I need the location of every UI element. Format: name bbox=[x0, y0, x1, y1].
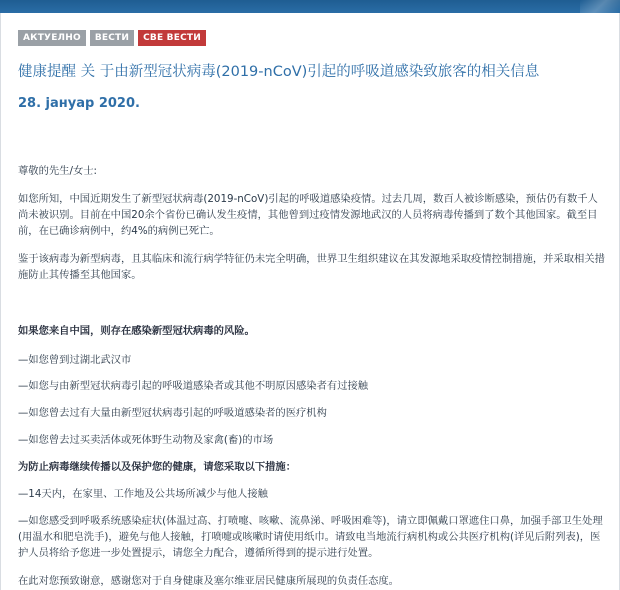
measure-item-symptoms: —如您感受到呼吸系统感染症状(体温过高、打喷嚏、咳嗽、流鼻涕、呼吸困难等)，请立即佩戴口罩遮住口鼻，加强手部卫生处理(用温水和肥皂洗手)，避免与他人接触，打喷嚏或咳嗽时请使用纸巾。请致电当地流行病机构或公共医疗机构(详见后附列表)，医护人员将给予您进一步处置提示，请您全力配合，遵循所得到的提示进行处置。 bbox=[18, 515, 603, 559]
heading-measures: 为防止病毒继续传播以及保护您的健康，请您采取以下措施： bbox=[18, 461, 297, 473]
measure-item-isolation: —14天内，在家里、工作地及公共场所减少与他人接触 bbox=[18, 488, 268, 500]
header-decoration bbox=[580, 0, 620, 13]
heading-risk: 如果您来自中国，则存在感染新型冠状病毒的风险。 bbox=[18, 325, 255, 337]
site-header-bar bbox=[0, 0, 620, 13]
paragraph-who: 鉴于该病毒为新型病毒，且其临床和流行病学特征仍未完全明确，世界卫生组织建议在其发源地采取疫情控制措施，并采取相关措施防止其传播至其他国家。 bbox=[18, 253, 605, 281]
closing-note: 在此对您预致谢意，感谢您对于自身健康及塞尔维亚居民健康所展现的负责任态度。 bbox=[18, 575, 399, 587]
risk-item-wuhan: —如您曾到过湖北武汉市 bbox=[18, 354, 132, 366]
tag-vesti[interactable]: ВЕСТИ bbox=[90, 30, 134, 46]
article-page bbox=[0, 13, 620, 590]
article-date: 28. јануар 2020. bbox=[18, 96, 140, 111]
category-tags bbox=[18, 30, 206, 46]
risk-item-market: —如您曾去过买卖活体或死体野生动物及家禽(畜)的市场 bbox=[18, 434, 274, 446]
article-title: 健康提醒 关 于由新型冠状病毒(2019-nCoV)引起的呼吸道感染致旅客的相关信息 bbox=[18, 64, 540, 80]
paragraph-intro: 如您所知，中国近期发生了新型冠状病毒(2019-nCoV)引起的呼吸道感染疫情。过去几周，数百人被诊断感染，预估仍有数千人尚未被识别。目前在中国20余个省份已确认发生疫情，其他曾到过疫情发源地武汉的人员将病毒传播到了数个其他国家。截至目前，在已确诊病例中，约4%的病例已死亡。 bbox=[18, 193, 598, 237]
greeting: 尊敬的先生/女士: bbox=[18, 165, 98, 177]
tag-sve-vesti[interactable]: СВЕ ВЕСТИ bbox=[138, 30, 206, 46]
risk-item-contact: —如您与由新型冠状病毒引起的呼吸道感染者或其他不明原因感染者有过接触 bbox=[18, 380, 369, 392]
risk-item-medical: —如您曾去过有大量由新型冠状病毒引起的呼吸道感染者的医疗机构 bbox=[18, 407, 327, 419]
tag-aktuelno[interactable]: АКТУЕЛНО bbox=[18, 30, 86, 46]
